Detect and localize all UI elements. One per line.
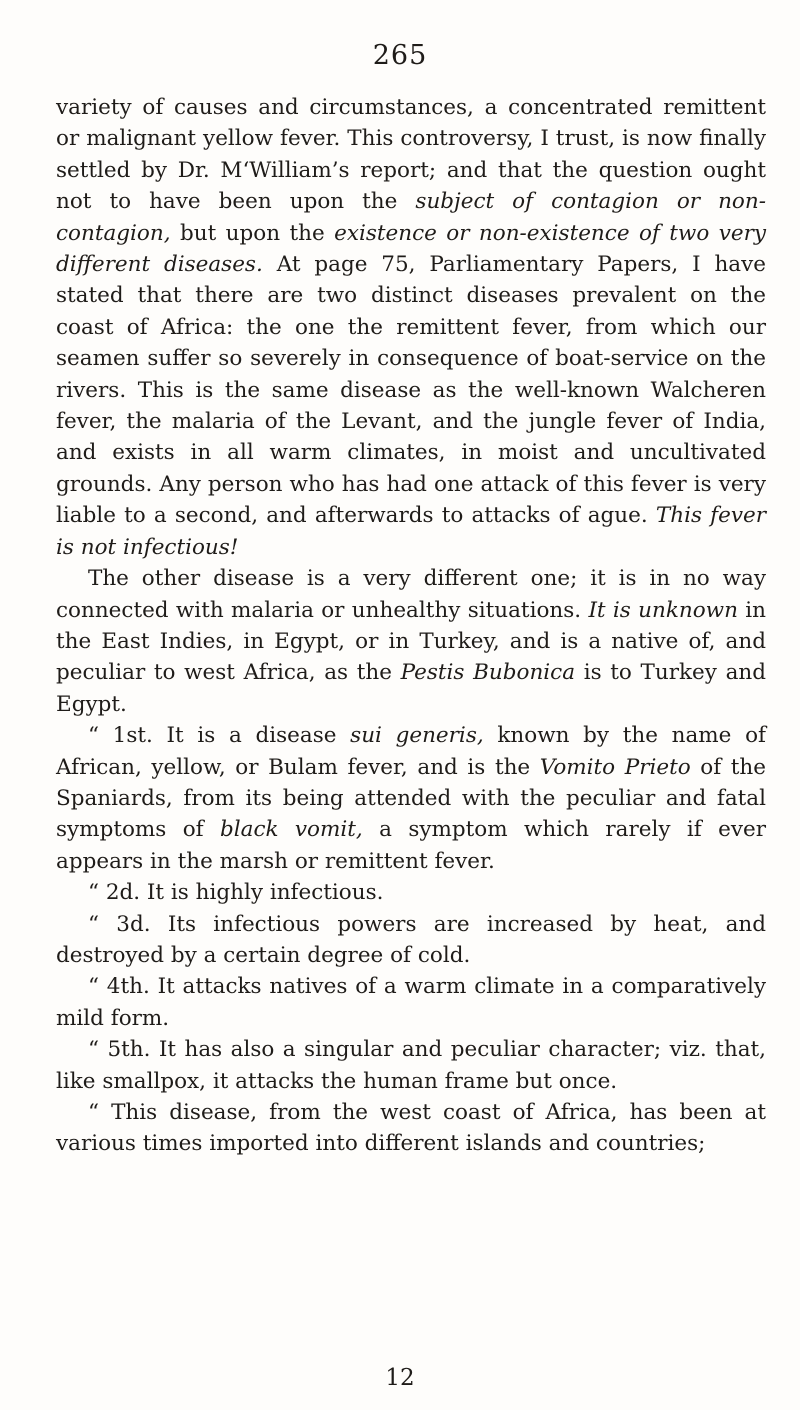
page-number: 265 [372,40,428,71]
paragraph [56,720,766,877]
italic-run: This fever is not infectious! [56,503,766,560]
italic-run: Pestis Bubonica [400,660,576,686]
text-run: “ 4th. It attacks natives of a warm climate in a comparatively mild form. [56,974,766,1031]
text-run: a symptom which rarely if ever appears in the marsh or remittent fever. [56,817,766,874]
text-run: “ 1st. It is a disease [88,723,351,749]
text-run: of the Spaniards, from its being attended with the peculiar and fatal symptoms of [56,754,766,843]
text-run: At page 75, Parliamentary Papers, I have stated that there are two distinct diseases prevalent on the coast of Africa: the one the remittent fever, from which our seamen suffer so severely in consequence of boat-service on the rivers. This is the same disease as the well-known Walcheren fever, the malaria of the Levant, and the jungle fever of India, and exists in all warm climates, in moist and uncultivated grounds. Any person who has had one attack of this fever is very liable to a second, and afterwards to attacks of ague. [56,252,766,529]
paragraph [56,971,766,1034]
italic-run: It is unknown [588,597,738,623]
paragraph [56,1034,766,1097]
paragraph [56,1097,766,1160]
text-run: “ 5th. It has also a singular and peculiar character; viz. that, like smallpox, it attacks the human frame but once. [56,1037,766,1094]
text-run: “ This disease, from the west coast of Africa, has been at various times imported into different islands and countries; [56,1100,766,1157]
text-run: is to Turkey and Egypt. [56,660,766,717]
text-run: but upon the [170,220,335,246]
italic-run: subject of contagion or non-contagion, [56,189,766,246]
text-run: in the East Indies, in Egypt, or in Turkey, and is a native of, and peculiar to west Africa, as the [56,597,766,686]
signature-mark: 12 [385,1365,415,1391]
text-run: The other disease is a very different one; it is in no way connected with malaria or unhealthy situations. [56,566,766,623]
text-run: “ 3d. Its infectious powers are increased by heat, and destroyed by a certain degree of cold. [56,911,766,968]
italic-run: sui generis, [350,723,484,749]
paragraph [56,92,766,563]
text-run: variety of causes and circumstances, a concentrated remittent or malignant yellow fever. This controversy, I trust, is now finally settled by Dr. M‘William’s report; and that the question ought not to have been upon the [56,95,766,215]
body-text [56,92,766,1160]
italic-run: black vomit, [220,817,363,843]
italic-run: Vomito Prieto [539,754,691,780]
paragraph [56,563,766,720]
text-run: known by the name of African, yellow, or Bulam fever, and is the [56,723,767,780]
text-run: “ 2d. It is highly infectious. [88,880,384,906]
paragraph [56,877,766,908]
italic-run: existence or non-existence of two very different diseases. [56,220,766,278]
paragraph [56,909,766,972]
